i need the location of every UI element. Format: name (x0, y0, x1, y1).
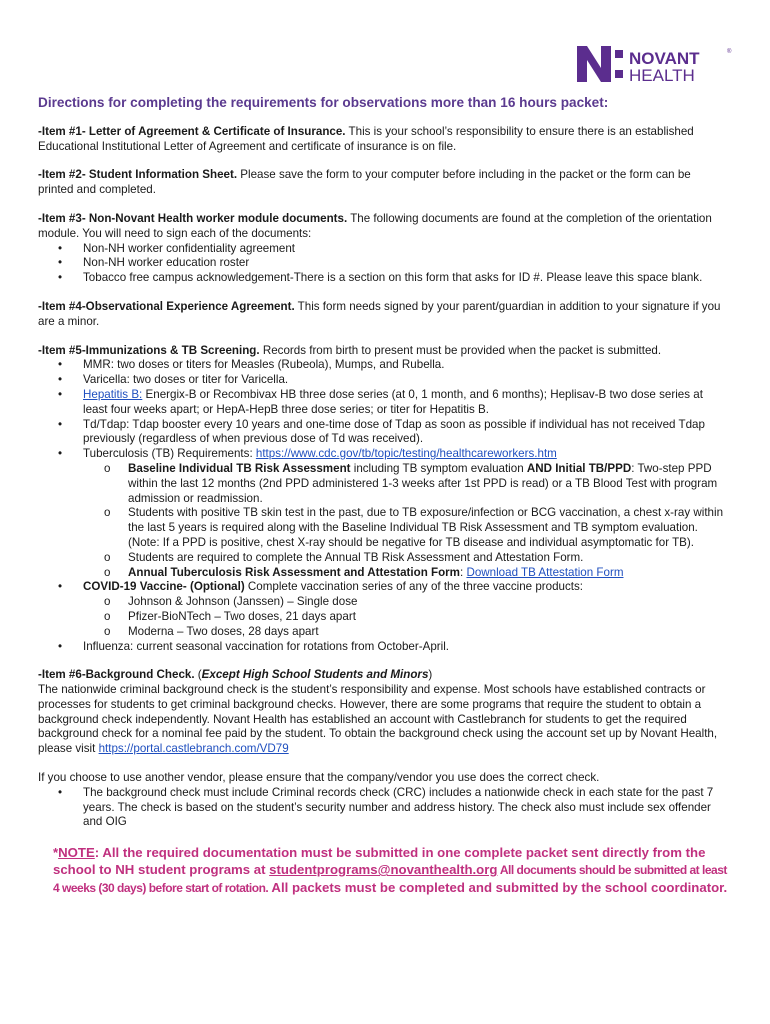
list-item-mmr: • MMR: two doses or titers for Measles (Rubeola), Mumps, and Rubella. (38, 358, 728, 373)
tb-initial-bold: AND Initial TB/PPD (526, 461, 632, 475)
logo-word-novant: NOVANT (629, 49, 700, 68)
list-item: • Non-NH worker education roster (38, 256, 728, 271)
tb-label: Tuberculosis (TB) Requirements: (83, 447, 256, 461)
item-1 (38, 125, 728, 155)
item-2-text: Please save the form to your computer before including in the packet or the form can be printed and completed. (38, 168, 691, 197)
logo-word-health: HEALTH (629, 66, 695, 84)
tb-initial-text: : Two-step PPD within the last 12 months (2nd PPD administered 1-3 weeks after 1st PPD is read) or a TB Blood Test with program admission or readmission. (128, 461, 718, 505)
list-item-tdap: • Td/Tdap: Tdap booster every 10 years and one-time dose of Tdap as soon as possible if individual has not received Tdap previously (regardless of when previous dose of Td was received). (38, 418, 728, 448)
list-item-hepatitis-b (38, 388, 728, 418)
tb-attestation-bold: Annual Tuberculosis Risk Assessment and Attestation Form (128, 565, 460, 579)
note-label: NOTE (58, 845, 95, 861)
item-6-text: The nationwide criminal background check is the student’s responsibility and expense. Most schools have established contracts or processes for students to get criminal background checks. However, there are some programs that require the student to obtain a background check independently. Novant Health has established an account with Castlebranch for students to get the required background check for a nominal fee paid by the student. To obtain the background check using the account set up by Novant Health, please visit (38, 683, 718, 756)
item-3 (38, 212, 728, 242)
tb-subitem-positive: o Students with positive TB skin test in the past, due to TB exposure/infection or BCG vaccination, a chest x-ray within the last 5 years is required along with the Baseline Individual TB Risk Assessment and TB symptom evaluation. (Note: If a PPD is positive, chest X-ray should be negative for TB disease and individual asymptomatic for TB). (38, 506, 728, 550)
item-6-title: -Item #6-Background Check. (38, 668, 195, 682)
list-item: • Tobacco free campus acknowledgement-There is a section on this form that asks for ID #. Please leave this space blank. (38, 271, 728, 286)
item-4-title: -Item #4-Observational Experience Agreement. (38, 299, 295, 313)
item-4 (38, 300, 728, 330)
covid-subitem: o Moderna – Two doses, 28 days apart (38, 625, 728, 640)
item-6 (38, 668, 728, 757)
item-3-title: -Item #3- Non-Novant Health worker module documents. (38, 211, 348, 225)
list-item-tuberculosis (38, 447, 728, 580)
list-item: • Non-NH worker confidentiality agreement (38, 242, 728, 257)
item-6-paren-close: ) (428, 668, 433, 682)
covid-subitem: o Pfizer-BioNTech – Two doses, 21 days apart (38, 610, 728, 625)
tb-attestation-colon: : (460, 565, 467, 579)
vendor-list (38, 786, 728, 830)
item-6-paren-open: ( (194, 668, 202, 682)
logo-n-shape (577, 46, 611, 82)
note-text-2: All documents should be submitted at least 4 weeks (30 days) before start of rotation. (53, 863, 727, 896)
item-3-text: The following documents are found at the completion of the orientation module. You will need to sign each of the documents: (38, 211, 712, 240)
list-item-varicella: • Varicella: two doses or titer for Varicella. (38, 373, 728, 388)
tb-baseline-text: including TB symptom evaluation (350, 461, 527, 475)
tb-sublist (83, 462, 728, 580)
covid-subitem: o Johnson & Johnson (Janssen) – Single dose (38, 595, 728, 610)
item-3-list (38, 242, 728, 286)
hepatitis-b-text: Energix-B or Recombivax HB three dose series (at 0, 1 month, and 6 months); Heplisav-B two dose series at least four weeks apart; or HepA-HepB three dose series; or titer for Hepatitis B. (83, 387, 703, 416)
vendor-text: If you choose to use another vendor, please ensure that the company/vendor you use does the correct check. (38, 771, 600, 785)
item-5-title: -Item #5-Immunizations & TB Screening. (38, 343, 260, 357)
item-1-title: -Item #1- Letter of Agreement & Certificate of Insurance. (38, 124, 346, 138)
logo-square-top (615, 50, 623, 58)
tb-subitem-baseline (38, 462, 728, 506)
logo-registered-mark: ® (727, 49, 732, 55)
covid-sublist (83, 595, 728, 639)
note-star: * (53, 845, 59, 861)
cdc-tb-link[interactable]: https://www.cdc.gov/tb/topic/testing/healthcareworkers.htm (255, 447, 557, 461)
item-1-text: This is your school’s responsibility to ensure there is an established Educational Institutional Letter of Agreement and certificate of insurance is on file. (38, 124, 694, 153)
note-text-1: : All the required documentation must be submitted in one complete packet sent directly from the school to NH student programs at (53, 845, 706, 878)
logo-square-bottom (615, 70, 623, 78)
item-2 (38, 168, 728, 198)
covid-text: Complete vaccination series of any of the three vaccine products: (244, 580, 584, 594)
note-block (53, 844, 728, 897)
novant-health-logo-mark (577, 44, 737, 84)
download-tb-attestation-link[interactable]: Download TB Attestation Form (466, 565, 624, 579)
list-item: • The background check must include Criminal records check (CRC) includes a nationwide check in each state for the past 7 years. The check is based on the student’s security number and address history. The check also must include sex offender and OIG (38, 786, 728, 830)
item-5 (38, 344, 728, 359)
student-programs-email-link[interactable]: studentprograms@novanthealth.org (269, 862, 498, 878)
item-6-exception: Except High School Students and Minors (201, 668, 429, 682)
document-body (38, 96, 728, 897)
list-item-covid (38, 580, 728, 639)
page-heading: Directions for completing the requirements for observations more than 16 hours packet: (38, 95, 609, 110)
tb-subitem-attestation (38, 566, 728, 581)
tb-subitem-annual: o Students are required to complete the Annual TB Risk Assessment and Attestation Form. (38, 551, 728, 566)
tb-baseline-bold: Baseline Individual TB Risk Assessment (128, 461, 351, 475)
covid-bold: COVID-19 Vaccine- (Optional) (83, 580, 245, 594)
item-5-list (38, 358, 728, 654)
hepatitis-b-link[interactable]: Hepatitis B: (83, 387, 143, 401)
item-4-text: This form needs signed by your parent/guardian in addition to your signature if you are a minor. (38, 299, 721, 328)
castlebranch-link[interactable]: https://portal.castlebranch.com/VD79 (98, 742, 289, 756)
novant-health-logo (577, 44, 737, 84)
note-text-3: All packets must be completed and submitted by the school coordinator. (268, 880, 728, 896)
list-item-influenza: • Influenza: current seasonal vaccination for rotations from October-April. (38, 640, 728, 655)
item-5-text: Records from birth to present must be provided when the packet is submitted. (259, 343, 662, 357)
item-2-title: -Item #2- Student Information Sheet. (38, 168, 238, 182)
